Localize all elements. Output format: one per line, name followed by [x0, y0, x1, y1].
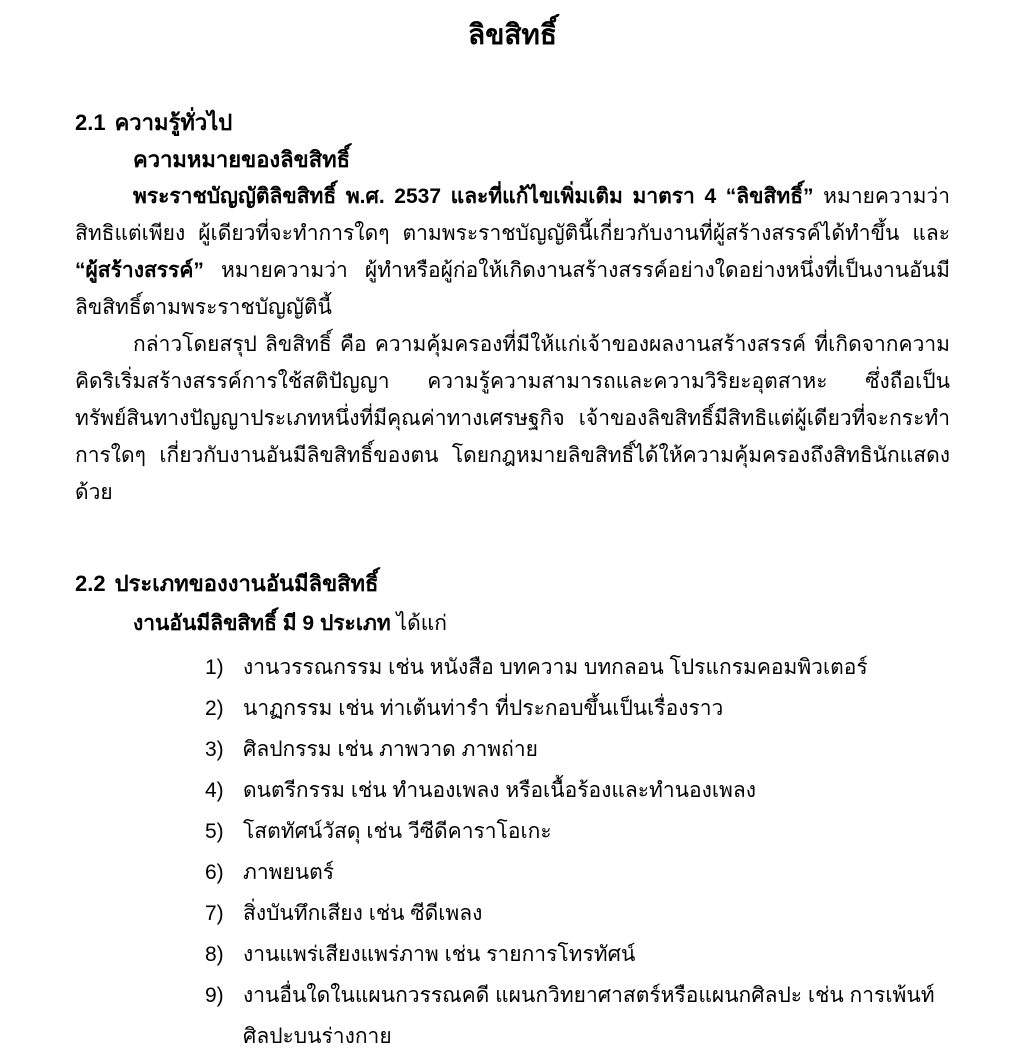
section-2-2-heading-label: ประเภทของงานอันมีลิขสิทธิ์ [114, 571, 379, 596]
list-item [205, 811, 950, 852]
types-intro-line [133, 605, 950, 642]
types-intro-text: ได้แก่ [390, 612, 447, 635]
list-item-text: โสตทัศน์วัสดุ เช่น วีซีดีคาราโอเกะ [243, 820, 552, 843]
list-item [205, 688, 950, 729]
list-item-text: สิ่งบันทึกเสียง เช่น ซีดีเพลง [243, 902, 483, 925]
list-item-number: 9) [205, 984, 224, 1007]
paragraph-definition [75, 178, 950, 326]
list-item-number: 3) [205, 738, 224, 761]
list-item-text: ศิลปกรรม เช่น ภาพวาด ภาพถ่าย [243, 738, 538, 761]
paragraph-summary: กล่าวโดยสรุป ลิขสิทธิ์ คือ ความคุ้มครองที่มีให้แก่เจ้าของผลงานสร้างสรรค์ ที่เกิดจากความคิดริเริ่มสร้างสรรค์การใช้สติปัญญา ความรู้ความสามารถและความวิริยะอุตสาหะ ซึ่งถือเป็นทรัพย์สินทางปัญญาประเภทหนึ่งที่มีคุณค่าทางเศรษฐกิจ เจ้าของลิขสิทธิ์มีสิทธิแต่ผู้เดียวที่จะกระทำการใดๆ เกี่ยวกับงานอันมีลิขสิทธิ์ของตน โดยกฎหมายลิขสิทธิ์ได้ให้ความคุ้มครองถึงสิทธินักแสดงด้วย [75, 333, 950, 504]
paragraph-definition-text-1: หมายความว่า สิทธิแต่เพียง ผู้เดียวที่จะทำการใดๆ ตามพระราชบัญญัตินี้เกี่ยวกับงานที่ผู้สร้างสรรค์ได้ทำขึ้น และ [75, 185, 950, 245]
paragraph-definition-bold-creator: “ผู้สร้างสรรค์” [75, 259, 204, 282]
list-item-text: นาฏกรรม เช่น ท่าเต้นท่ารำ ที่ประกอบขึ้นเป็นเรื่องราว [243, 697, 724, 720]
list-item-number: 5) [205, 820, 224, 843]
section-2-1 [75, 104, 950, 511]
paragraph-definition-bold-act: พระราชบัญญัติลิขสิทธิ์ พ.ศ. 2537 และที่แก้ไขเพิ่มเติม มาตรา 4 “ลิขสิทธิ์” [133, 185, 814, 208]
types-intro-bold: งานอันมีลิขสิทธิ์ มี 9 ประเภท [133, 612, 391, 635]
list-item-number: 2) [205, 697, 224, 720]
list-item-number: 7) [205, 902, 224, 925]
section-2-2 [75, 565, 950, 1057]
list-item [205, 647, 950, 688]
list-item [205, 893, 950, 934]
list-item [205, 975, 950, 1057]
list-item-number: 6) [205, 861, 224, 884]
section-2-1-subheading: ความหมายของลิขสิทธิ์ [133, 147, 351, 172]
section-2-2-number: 2.2 [75, 571, 106, 596]
section-2-1-heading [75, 104, 950, 141]
list-item-text: งานแพร่เสียงแพร่ภาพ เช่น รายการโทรทัศน์ [243, 943, 636, 966]
copyright-types-list [205, 647, 950, 1057]
page-title: ลิขสิทธิ์ [468, 19, 557, 50]
list-item-number: 1) [205, 656, 224, 679]
list-item [205, 770, 950, 811]
list-item-number: 8) [205, 943, 224, 966]
list-item-text: ภาพยนตร์ [243, 861, 335, 884]
list-item [205, 852, 950, 893]
list-item [205, 729, 950, 770]
section-2-2-heading [75, 565, 950, 602]
list-item-text: งานอื่นใดในแผนกวรรณคดี แผนกวิทยาศาสตร์หรือแผนกศิลปะ เช่น การเพ้นท์ศิลปะบนร่างกาย [243, 984, 935, 1048]
section-2-1-heading-label: ความรู้ทั่วไป [114, 110, 233, 135]
list-item-text: ดนตรีกรรม เช่น ทำนองเพลง หรือเนื้อร้องและทำนองเพลง [243, 779, 757, 802]
section-2-1-number: 2.1 [75, 110, 106, 135]
list-item [205, 934, 950, 975]
list-item-text: งานวรรณกรรม เช่น หนังสือ บทความ บทกลอน โปรแกรมคอมพิวเตอร์ [243, 656, 868, 679]
paragraph-definition-text-2: หมายความว่า ผู้ทำหรือผู้ก่อให้เกิดงานสร้างสรรค์อย่างใดอย่างหนึ่งที่เป็นงานอันมีลิขสิทธิ์ตามพระราชบัญญัตินี้ [75, 259, 950, 319]
list-item-number: 4) [205, 779, 224, 802]
